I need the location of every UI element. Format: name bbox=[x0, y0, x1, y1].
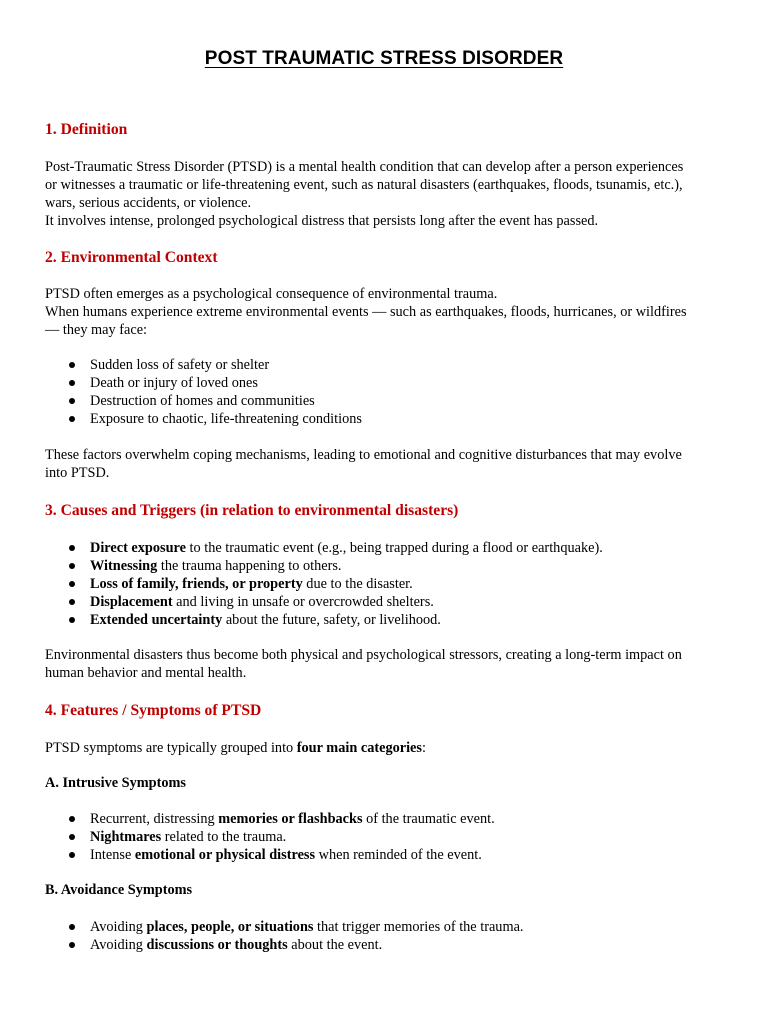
causes-summary-paragraph bbox=[45, 646, 735, 682]
list-item-text: that trigger memories of the trauma. bbox=[313, 919, 524, 935]
list-item-bold: Extended uncertainty bbox=[90, 612, 223, 628]
list-item-text: and living in unsafe or overcrowded shelters. bbox=[172, 594, 434, 610]
text-line: Post-Traumatic Stress Disorder (PTSD) is a mental health condition that can develop after a person experiences bbox=[45, 159, 684, 175]
list-item-bold: places, people, or situations bbox=[146, 919, 314, 935]
list-item-text: about the future, safety, or livelihood. bbox=[222, 612, 441, 628]
list-item bbox=[45, 846, 495, 864]
text-line: PTSD often emerges as a psychological consequence of environmental trauma. bbox=[45, 286, 498, 302]
bullet-icon bbox=[69, 563, 75, 569]
bullet-icon bbox=[69, 380, 75, 386]
list-item bbox=[45, 539, 603, 557]
intro-text: PTSD symptoms are typically grouped into bbox=[45, 740, 297, 756]
list-item bbox=[45, 593, 603, 611]
bullet-icon bbox=[69, 816, 75, 822]
section-heading-environmental-context: 2. Environmental Context bbox=[45, 249, 218, 266]
text-line: human behavior and mental health. bbox=[45, 665, 247, 681]
section-heading-causes-triggers: 3. Causes and Triggers (in relation to environmental disasters) bbox=[45, 502, 459, 519]
environmental-factors-list bbox=[45, 356, 362, 428]
bullet-icon bbox=[69, 852, 75, 858]
bullet-icon bbox=[69, 581, 75, 587]
subheading-intrusive-symptoms: A. Intrusive Symptoms bbox=[45, 775, 186, 791]
list-item-text: Intense bbox=[90, 847, 135, 863]
avoidance-symptoms-list bbox=[45, 918, 524, 954]
list-item bbox=[45, 810, 495, 828]
bullet-icon bbox=[69, 398, 75, 404]
list-item bbox=[45, 356, 362, 374]
text-line: Environmental disasters thus become both physical and psychological stressors, creating a long-term impact on bbox=[45, 647, 682, 663]
definition-paragraph bbox=[45, 158, 735, 230]
list-item-text: when reminded of the event. bbox=[315, 847, 482, 863]
list-item-bold: discussions or thoughts bbox=[146, 937, 288, 953]
intro-text-end: : bbox=[421, 740, 426, 756]
subheading-avoidance-symptoms: B. Avoidance Symptoms bbox=[45, 882, 193, 898]
list-item-bold: Nightmares bbox=[90, 829, 162, 845]
bullet-icon bbox=[69, 942, 75, 948]
bullet-icon bbox=[69, 599, 75, 605]
list-item-text: due to the disaster. bbox=[302, 576, 413, 592]
list-item-bold: Witnessing bbox=[90, 558, 158, 574]
text-line: These factors overwhelm coping mechanisms, leading to emotional and cognitive disturbances that may evolve bbox=[45, 447, 682, 463]
symptoms-intro-paragraph bbox=[45, 739, 735, 757]
text-line: into PTSD. bbox=[45, 465, 110, 481]
list-item-text: the trauma happening to others. bbox=[157, 558, 342, 574]
environmental-summary-paragraph bbox=[45, 446, 735, 482]
text-line: or witnesses a traumatic or life-threatening event, such as natural disasters (earthquakes, floods, tsunamis, etc.), bbox=[45, 177, 683, 193]
list-item-text: Destruction of homes and communities bbox=[90, 393, 315, 409]
bullet-icon bbox=[69, 416, 75, 422]
list-item-bold: Displacement bbox=[90, 594, 173, 610]
list-item-text: of the traumatic event. bbox=[362, 811, 495, 827]
list-item-text: Recurrent, distressing bbox=[90, 811, 219, 827]
text-line: — they may face: bbox=[45, 322, 148, 338]
list-item bbox=[45, 611, 603, 629]
causes-list bbox=[45, 539, 603, 629]
text-line: wars, serious accidents, or violence. bbox=[45, 195, 252, 211]
bullet-icon bbox=[69, 362, 75, 368]
bullet-icon bbox=[69, 617, 75, 623]
section-heading-definition: 1. Definition bbox=[45, 121, 128, 138]
list-item-text: about the event. bbox=[287, 937, 383, 953]
list-item bbox=[45, 374, 362, 392]
list-item-text: Exposure to chaotic, life-threatening conditions bbox=[90, 411, 362, 427]
list-item-text: Avoiding bbox=[90, 937, 147, 953]
list-item-text: Sudden loss of safety or shelter bbox=[90, 357, 270, 373]
section-heading-symptoms: 4. Features / Symptoms of PTSD bbox=[45, 702, 262, 719]
list-item-text: Death or injury of loved ones bbox=[90, 375, 258, 391]
environmental-context-paragraph bbox=[45, 285, 735, 339]
list-item bbox=[45, 936, 524, 954]
text-line bbox=[45, 739, 735, 757]
list-item-bold: emotional or physical distress bbox=[134, 847, 316, 863]
intro-bold: four main categories bbox=[296, 740, 422, 756]
text-line: When humans experience extreme environmental events — such as earthquakes, floods, hurricanes, or wildfires bbox=[45, 304, 687, 320]
list-item-bold: memories or flashbacks bbox=[218, 811, 363, 827]
list-item-text: related to the trauma. bbox=[161, 829, 287, 845]
list-item bbox=[45, 557, 603, 575]
list-item bbox=[45, 575, 603, 593]
text-line: It involves intense, prolonged psychological distress that persists long after the event has passed. bbox=[45, 213, 599, 229]
bullet-icon bbox=[69, 545, 75, 551]
list-item-bold: Loss of family, friends, or property bbox=[90, 576, 303, 592]
list-item bbox=[45, 410, 362, 428]
list-item-text: Avoiding bbox=[90, 919, 147, 935]
list-item bbox=[45, 828, 495, 846]
list-item-bold: Direct exposure bbox=[90, 540, 186, 556]
list-item bbox=[45, 918, 524, 936]
list-item-text: to the traumatic event (e.g., being trapped during a flood or earthquake). bbox=[185, 540, 603, 556]
bullet-icon bbox=[69, 924, 75, 930]
document-title: POST TRAUMATIC STRESS DISORDER bbox=[204, 48, 564, 69]
list-item bbox=[45, 392, 362, 410]
intrusive-symptoms-list bbox=[45, 810, 495, 864]
bullet-icon bbox=[69, 834, 75, 840]
